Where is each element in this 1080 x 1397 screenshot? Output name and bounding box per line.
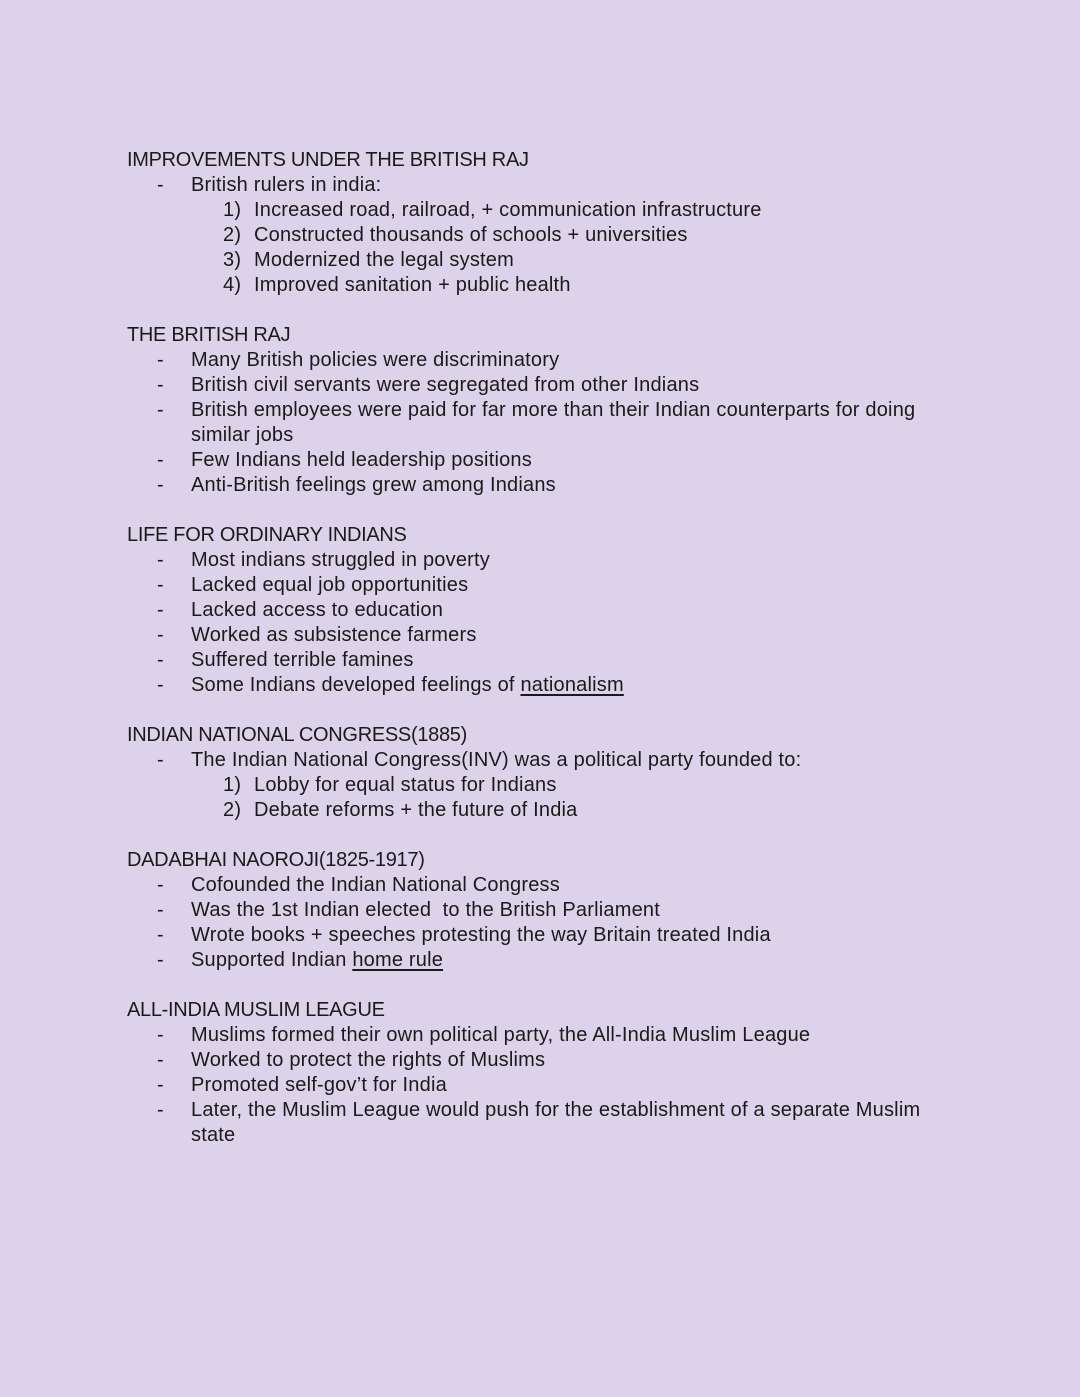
- numbered-item: [127, 798, 970, 823]
- bullet-item: [127, 1048, 970, 1073]
- section-heading: LIFE FOR ORDINARY INDIANS: [127, 524, 407, 546]
- dash-marker: -: [157, 924, 164, 946]
- dash-marker: -: [157, 574, 164, 596]
- bullet-list: [127, 173, 970, 198]
- bullet-item: [127, 448, 970, 473]
- number-marker: 2): [223, 799, 242, 821]
- numbered-list: [127, 773, 970, 823]
- dash-marker: -: [157, 174, 164, 196]
- bullet-text: British employees were paid for far more than their Indian counterparts for doing similar jobs: [191, 399, 916, 446]
- bullet-text: Lacked access to education: [191, 599, 444, 621]
- bullet-text: Lacked equal job opportunities: [191, 574, 469, 596]
- number-marker: 2): [223, 224, 242, 246]
- bullet-item: [127, 173, 970, 198]
- section-heading: INDIAN NATIONAL CONGRESS(1885): [127, 724, 467, 746]
- numbered-item: [127, 248, 970, 273]
- section-ordinary-indians: [127, 523, 970, 698]
- bullet-item: [127, 398, 970, 448]
- numbered-text: Lobby for equal status for Indians: [254, 774, 557, 796]
- bullet-text: Most indians struggled in poverty: [191, 549, 490, 571]
- bullet-item: [127, 373, 970, 398]
- section-dadabhai-naoroji: [127, 848, 970, 973]
- dash-marker: -: [157, 949, 164, 971]
- section-heading: IMPROVEMENTS UNDER THE BRITISH RAJ: [127, 149, 529, 171]
- section-indian-national-congress: [127, 723, 970, 823]
- dash-marker: -: [157, 549, 164, 571]
- numbered-text: Improved sanitation + public health: [254, 274, 571, 296]
- bullet-item: [127, 673, 970, 698]
- bullet-item: [127, 623, 970, 648]
- bullet-item: [127, 348, 970, 373]
- bullet-text: Worked to protect the rights of Muslims: [191, 1049, 546, 1071]
- dash-marker: -: [157, 649, 164, 671]
- underlined-term: home rule: [352, 949, 444, 971]
- dash-marker: -: [157, 1099, 164, 1121]
- dash-marker: -: [157, 1049, 164, 1071]
- dash-marker: -: [157, 1024, 164, 1046]
- dash-marker: -: [157, 349, 164, 371]
- bullet-item: [127, 1073, 970, 1098]
- bullet-item: [127, 598, 970, 623]
- bullet-text: Muslims formed their own political party, the All-India Muslim League: [191, 1024, 811, 1046]
- bullet-text: The Indian National Congress(INV) was a political party founded to:: [191, 749, 802, 771]
- bullet-list: [127, 548, 970, 698]
- bullet-text: British rulers in india:: [191, 174, 382, 196]
- bullet-item: [127, 748, 970, 773]
- section-heading: ALL-INDIA MUSLIM LEAGUE: [127, 999, 385, 1021]
- bullet-item: [127, 948, 970, 973]
- bullet-item: [127, 573, 970, 598]
- section-muslim-league: [127, 998, 970, 1148]
- number-marker: 3): [223, 249, 242, 271]
- bullet-item: [127, 548, 970, 573]
- underlined-term: nationalism: [520, 674, 624, 696]
- dash-marker: -: [157, 624, 164, 646]
- bullet-text: Promoted self-gov’t for India: [191, 1074, 447, 1096]
- number-marker: 1): [223, 774, 242, 796]
- bullet-list: [127, 1023, 970, 1148]
- numbered-item: [127, 198, 970, 223]
- bullet-item: [127, 1023, 970, 1048]
- numbered-text: Debate reforms + the future of India: [254, 799, 578, 821]
- bullet-text: Worked as subsistence farmers: [191, 624, 477, 646]
- bullet-text: Suffered terrible famines: [191, 649, 414, 671]
- dash-marker: -: [157, 899, 164, 921]
- bullet-item: [127, 1098, 970, 1148]
- dash-marker: -: [157, 599, 164, 621]
- section-improvements: [127, 148, 970, 298]
- numbered-item: [127, 223, 970, 248]
- dash-marker: -: [157, 374, 164, 396]
- dash-marker: -: [157, 1074, 164, 1096]
- section-heading: THE BRITISH RAJ: [127, 324, 291, 346]
- numbered-list: [127, 198, 970, 298]
- numbered-item: [127, 273, 970, 298]
- numbered-text: Modernized the legal system: [254, 249, 514, 271]
- bullet-text: Was the 1st Indian elected to the British Parliament: [191, 899, 660, 921]
- bullet-item: [127, 873, 970, 898]
- bullet-item: [127, 923, 970, 948]
- bullet-text: British civil servants were segregated from other Indians: [191, 374, 700, 396]
- number-marker: 4): [223, 274, 242, 296]
- bullet-text: Many British policies were discriminatory: [191, 349, 560, 371]
- numbered-text: Constructed thousands of schools + universities: [254, 224, 688, 246]
- bullet-text: Some Indians developed feelings of: [191, 674, 521, 696]
- bullet-text: Wrote books + speeches protesting the way Britain treated India: [191, 924, 771, 946]
- bullet-list: [127, 873, 970, 973]
- dash-marker: -: [157, 674, 164, 696]
- bullet-text: Anti-British feelings grew among Indians: [191, 474, 556, 496]
- bullet-text: Few Indians held leadership positions: [191, 449, 532, 471]
- numbered-item: [127, 773, 970, 798]
- dash-marker: -: [157, 749, 164, 771]
- bullet-item: [127, 648, 970, 673]
- dash-marker: -: [157, 874, 164, 896]
- bullet-text: Later, the Muslim League would push for the establishment of a separate Muslim state: [191, 1099, 921, 1146]
- dash-marker: -: [157, 399, 164, 421]
- dash-marker: -: [157, 474, 164, 496]
- bullet-list: [127, 348, 970, 498]
- bullet-list: [127, 748, 970, 773]
- bullet-item: [127, 473, 970, 498]
- number-marker: 1): [223, 199, 242, 221]
- section-heading: DADABHAI NAOROJI(1825-1917): [127, 849, 425, 871]
- bullet-text: Cofounded the Indian National Congress: [191, 874, 560, 896]
- bullet-item: [127, 898, 970, 923]
- numbered-text: Increased road, railroad, + communication infrastructure: [254, 199, 762, 221]
- dash-marker: -: [157, 449, 164, 471]
- section-british-raj: [127, 323, 970, 498]
- bullet-text: Supported Indian: [191, 949, 353, 971]
